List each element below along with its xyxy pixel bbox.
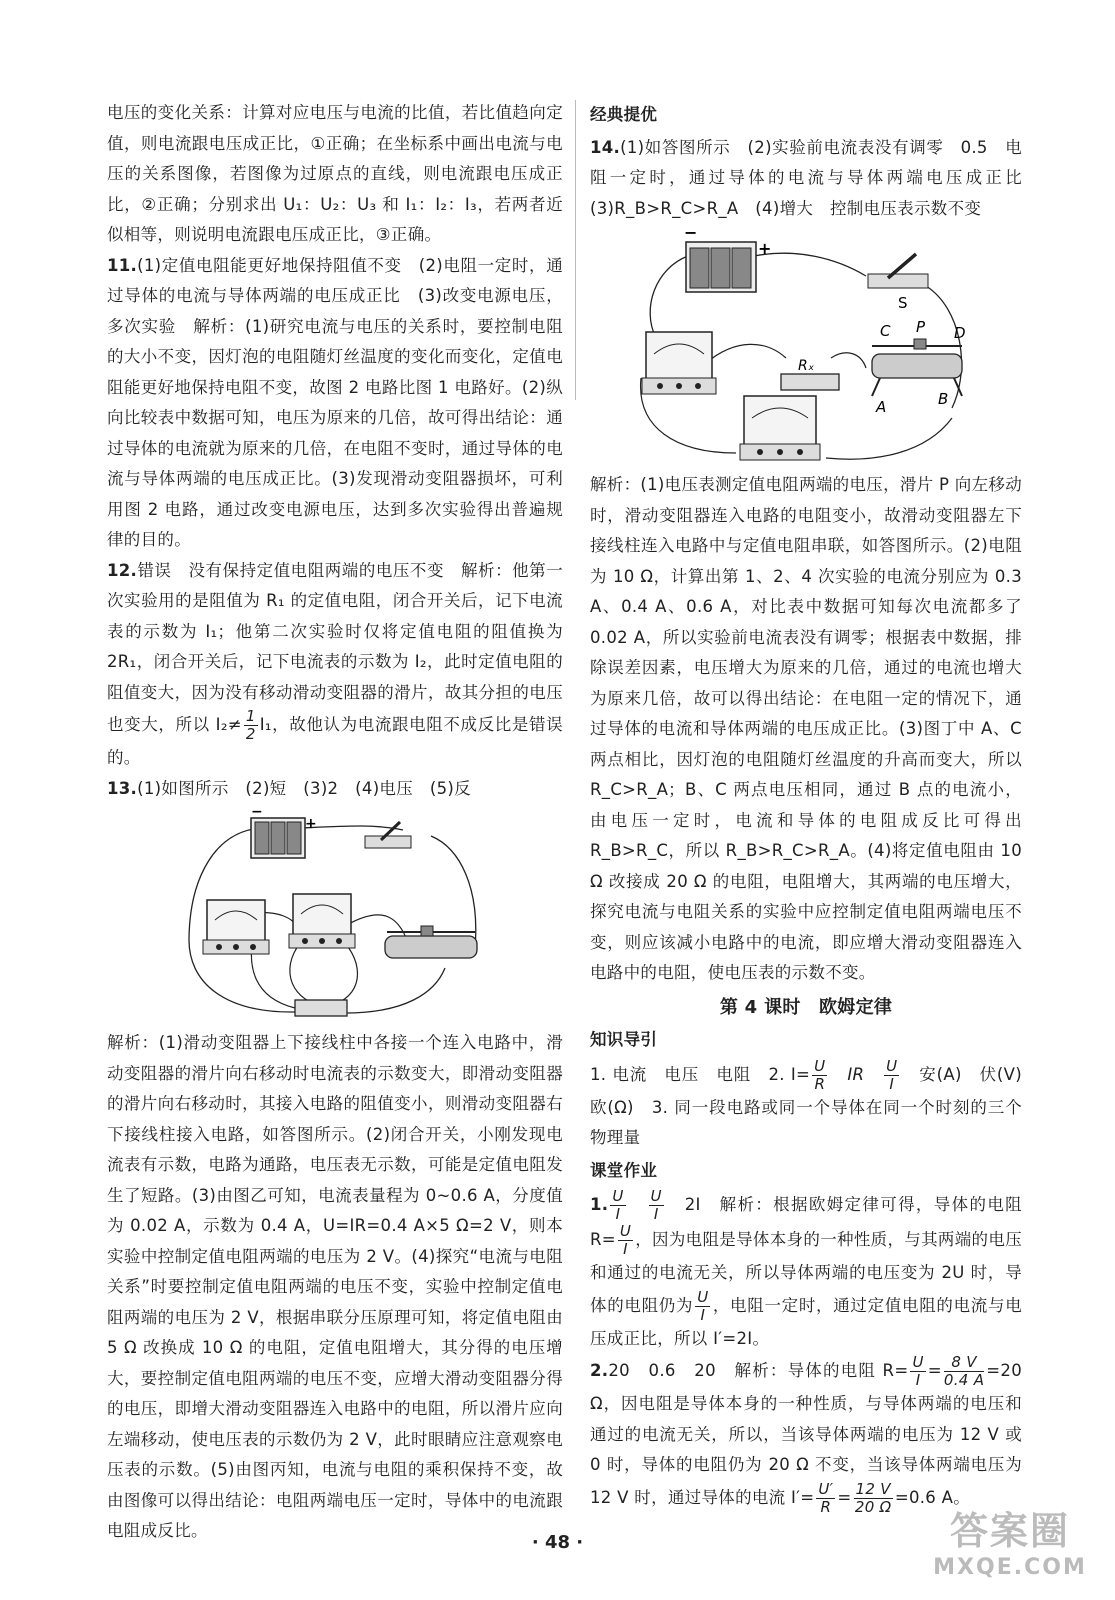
voltmeter-icon — [289, 894, 355, 948]
q11-number: 11. — [107, 255, 138, 275]
fig14-label-p: P — [916, 318, 926, 336]
watermark-logo — [920, 1500, 1100, 1580]
q13-number: 13. — [107, 778, 138, 798]
right-column — [590, 98, 1039, 1516]
circuit-figure-14 — [636, 228, 976, 468]
q14-text: (1)如答图所示 (2)实验前电流表没有调零 0.5 电阻一定时，通过导体的电流与导体两端电压成正比 (3)R_B>R_C>R_A (4)增大 控制电压表示数不变 — [590, 137, 1039, 218]
fraction-u-over-i: $\frac{U}{I}$ — [912, 1353, 924, 1389]
fraction-half: $\frac{1}{2}$ — [245, 707, 256, 743]
watermark-bottom: MXQE.COM — [933, 1555, 1087, 1580]
section-heading-jingdian: 经典提优 — [590, 105, 658, 124]
fraction-u-over-i: $\frac{U}{I}$ — [886, 1056, 898, 1093]
column-divider — [575, 100, 576, 400]
fig14-label-rx: Rₓ — [798, 358, 815, 374]
q13-analysis: 解析：(1)滑动变阻器上下接线柱中各接一个连入电路中，滑动变阻器的滑片向右移动时电流表的示数变大，即滑动变阻器的滑片向右移动时，其接入电路的阻值变小，则滑动变阻器右下接线柱接入电路，如答图所示。(2)闭合开关，小刚发现电流表有示数，电路为通路，电压表无示数，可能是定值电阻发生了短路。(3)由图乙可知，电流表量程为 0~0.6 A，分度值为 0.02 A，示数为 0.4 A，U=IR=0.4 A×5 Ω=2 V，则本实验中控制定值电阻两端的电压为 2 V。(4)探究“电流与电阻关系”时要控制定值电阻两端的电压不变，实验中控制定值电阻两端的电压为 2 V，根据串联分压原理可知，将定值电阻由 5 Ω 改换成 10 Ω 的电阻，定值电阻增大，其分得的电压增大，要控制定值电阻两端的电压不变，应增大滑动变阻器分得的电压，即增大滑动变阻器连入电路中的电阻，所以滑片应向左端移动，使电压表的示数仍为 2 V，此时眼睛应注意观察电压表的示数。(5)由图丙知，电流与电阻的乘积保持不变，故由图像可以得出结论：电阻两端电压一定时，导体中的电流跟电阻成反比。 — [107, 1033, 563, 1540]
switch-icon — [868, 254, 928, 288]
page-number: · 48 · — [531, 1532, 584, 1553]
paragraph-top: 电压的变化关系：计算对应电压与电流的比值，若比值趋向定值，则电流跟电压成正比，①正确；在坐标系中画出电流与电压的关系图像，若图像为过原点的直线，则电流跟电压成正比，②正确；分别求出 U₁：U₂：U₃ 和 I₁：I₂：I₃，若两者近似相等，则说明电流跟电压成正比，③正确。 — [107, 103, 563, 244]
ammeter-icon — [203, 900, 269, 954]
lesson-title: 第 4 课时 欧姆定律 — [719, 996, 893, 1018]
q12-text-b: I₁，故他认为电流跟电阻不成反比是错误的。 — [107, 715, 563, 767]
battery-icon — [686, 242, 756, 292]
fig14-label-d: D — [954, 324, 966, 342]
fig14-label-b: B — [938, 390, 949, 408]
fig14-label-c: C — [880, 322, 891, 340]
section-heading-zhishi: 知识导引 — [590, 1030, 658, 1049]
question-11 — [107, 251, 563, 556]
fig14-label-a: A — [876, 398, 887, 416]
fraction-8v-over-04a: $\frac{8 V}{0.4 A}$ — [943, 1353, 985, 1389]
watermark-top: 答案圈 — [949, 1509, 1070, 1553]
battery-icon — [251, 818, 305, 858]
fig14-minus: − — [684, 228, 698, 242]
classwork-2: 2.20 0.6 20 解析：导体的电阻 R= $\frac{U}{I}$ = $\frac{8 V}{0.4 A}$ =20 Ω，因电阻是导体本身的一种性质，与导体两端的电压和通过的电流无关，所以，当该导体两端的电压为 12 V 或 0 时，导体的电阻仍为 20 Ω 不变，当该导体两端电压为 12 V 时，通过导体的电流 I′= $\frac{U'}{R}$ = $\frac{12 V}{20 \Omega}$ =0.6 A。 — [590, 1353, 1022, 1516]
q14-analysis: 解析：(1)电压表测定值电阻两端的电压，滑片 P 向左移动时，滑动变阻器连入电路的电阻变小，故滑动变阻器左下接线柱连入电路中与定值电阻串联，如答图所示。(2)电阻为 10 Ω，计算出第 1、2、4 次实验的电流分别应为 0.3 A、0.4 A、0.6 A，对比表中数据可知每次电流都多了 0.02 A，所以实验前电流表没有调零；根据表中数据，排除误差因素，电压增大为原来的几倍，通过的电流也增大为原来几倍，故可以得出结论：在电阻一定的情况下，通过导体的电流和导体两端的电压成正比。(3)图丁中 A、C 两点相比，因灯泡的电阻随灯丝温度的升高而变大，所以 R_C>R_A；B、C 两点电压相同，通过 B 点的电流小，由电压一定时，电流和导体的电阻成反比可得出 R_B>R_C，所以 R_B>R_C>R_A。(4)将定值电阻由 10 Ω 改接成 20 Ω 的电阻，电阻增大，其两端的电压增大，探究电流与电阻关系的实验中应控制定值电阻两端电压不变，则应该减小电路中的电流，即应增大滑动变阻器连入电路中的电阻，使电压表的示数不变。 — [590, 475, 1023, 982]
classwork-1: 1. $\frac{U}{I}$ $\frac{U}{I}$ 2I 解析：根据欧姆定律可得，导体的电阻 R= $\frac{U}{I}$ ，因为电阻是导体本身的一种性质，与其两端的电压和通过的电流无关，所以导体两端的电压变为 2U 时，导体的电阻仍为 $\frac{U}{I}$ ，电阻一定时，通过定值电阻的电流与电压成正比，所以 I′=2I。 — [590, 1187, 1022, 1348]
resistor-icon — [781, 374, 839, 390]
q12-number: 12. — [107, 560, 138, 580]
q11-text: (1)定值电阻能更好地保持阻值不变 (2)电阻一定时，通过导体的电流与导体两端的电压成正比 (3)改变电源电压，多次实验 解析：(1)研究电流与电压的关系时，要控制电阻的大小不变，因灯泡的电阻随灯丝温度的变化而变化，定值电阻能更好地保持电阻不变，故图 2 电路比图 1 电路好。(2)纵向比较表中数据可知，电压为原来的几倍，故可得出结论：通过导体的电流就为原来的几倍，在电阻不变时，通过导体的电流与导体两端的电压成正比。(3)发现滑动变阻器损坏，可利用图 2 电路，通过改变电源电压，达到多次实验得出普遍规律的目的。 — [107, 255, 563, 549]
question-13 — [107, 774, 563, 805]
q13-text: (1)如图所示 (2)短 (3)2 (4)电压 (5)反 — [137, 778, 471, 798]
fig14-label-s: S — [898, 294, 908, 312]
fraction-u-over-r: $\frac{U}{R}$ — [814, 1056, 826, 1093]
q14-number: 14. — [590, 137, 621, 157]
knowledge-items: 1. 电流 电压 电阻 2. I= $\frac{U}{R}$ IR $\frac{U}{I}$ 安(A) 伏(V) 欧(Ω) 3. 同一段电路或同一个导体在同一个时刻的三个物理量 — [590, 1056, 1039, 1147]
fraction-u-over-i: $\frac{U}{I}$ — [612, 1187, 624, 1223]
fraction-12v-over-20ohm: $\frac{12 V}{20 \Omega}$ — [854, 1479, 892, 1516]
ammeter-icon — [642, 332, 716, 394]
left-column — [107, 98, 563, 1547]
question-12 — [107, 556, 563, 774]
fraction-u-over-i: $\frac{U}{I}$ — [697, 1287, 709, 1324]
rheostat-icon — [385, 926, 477, 958]
q12-text-a: 错误 没有保持定值电阻两端的电压不变 解析：他第一次实验用的是阻值为 R₁ 的定值电阻，闭合开关后，记下电流表的示数为 I₁；他第二次实验时仅将定值电阻的阻值换为 2R₁，闭合开关后，记下电流表的示数为 I₂，此时定值电阻的阻值变大，因为没有移动滑动变阻器的滑片，故其分担的电压也变大，所以 I₂≠ — [107, 560, 563, 734]
circuit-figure-13 — [185, 808, 485, 1026]
fig14-plus: + — [758, 239, 772, 258]
fig13-minus: − — [251, 808, 264, 820]
fraction-u-over-i: $\frac{U}{I}$ — [650, 1187, 662, 1223]
fraction-u-over-i: $\frac{U}{I}$ — [619, 1222, 632, 1258]
rheostat-icon — [872, 339, 962, 396]
fraction-u-prime-over-r: $\frac{U'}{R}$ — [818, 1479, 834, 1516]
voltmeter-icon — [740, 396, 820, 460]
resistor-icon — [295, 1000, 347, 1016]
fig13-plus: + — [305, 816, 318, 832]
question-14 — [590, 133, 1039, 225]
section-heading-ketang: 课堂作业 — [590, 1160, 658, 1180]
